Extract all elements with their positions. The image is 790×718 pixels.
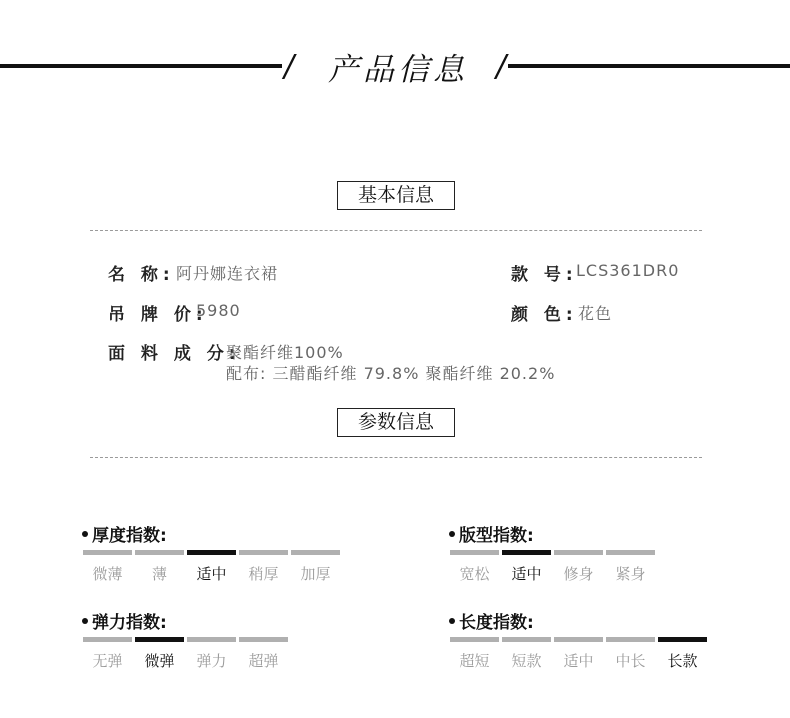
header-slash-left: /	[284, 49, 295, 84]
fit-option-label: 宽松	[459, 565, 490, 583]
length-title: 长度指数:	[449, 608, 534, 633]
length-scale-segment	[658, 637, 707, 642]
elasticity-scale-segment	[135, 637, 184, 642]
length-option-label: 中长	[615, 652, 646, 670]
thickness-scale-segment	[239, 550, 288, 555]
basic-info-heading: 基本信息	[337, 181, 455, 210]
thickness-scale-segment	[135, 550, 184, 555]
elasticity-option-label: 微弹	[144, 652, 175, 670]
fit-option-label: 紧身	[615, 565, 646, 583]
length-option-label: 适中	[563, 652, 594, 670]
length-scale-segment	[450, 637, 499, 642]
color-label: 颜 色:	[511, 305, 578, 325]
bullet-icon	[82, 531, 88, 537]
fit-option-label: 修身	[563, 565, 594, 583]
length-scale-segment	[502, 637, 551, 642]
fabric-lining-value: 配布: 三醋酯纤维 79.8% 聚酯纤维 20.2%	[226, 364, 556, 383]
thickness-title: 厚度指数:	[82, 521, 167, 546]
name-value: 阿丹娜连衣裙	[176, 264, 279, 283]
fabric-value: 聚酯纤维100%	[226, 343, 344, 362]
thickness-option-label: 稍厚	[248, 565, 279, 583]
fit-title: 版型指数:	[449, 521, 534, 546]
elasticity-title: 弹力指数:	[82, 608, 167, 633]
page-title: 产品信息	[328, 52, 468, 88]
params-heading: 参数信息	[337, 408, 455, 437]
bullet-icon	[449, 531, 455, 537]
fit-scale-segment	[606, 550, 655, 555]
elasticity-scale-segment	[187, 637, 236, 642]
header-slash-right: /	[496, 49, 507, 84]
length-option-label: 长款	[667, 652, 698, 670]
price-value: 5980	[196, 301, 241, 320]
elasticity-scale	[83, 637, 293, 677]
thickness-scale	[83, 550, 343, 590]
length-option-label: 短款	[511, 652, 542, 670]
thickness-option-label: 加厚	[300, 565, 331, 583]
bullet-icon	[82, 618, 88, 624]
style-no-label: 款 号:	[511, 265, 578, 285]
fit-scale-segment	[554, 550, 603, 555]
style-no-value: LCS361DR0	[576, 261, 680, 280]
bullet-icon	[449, 618, 455, 624]
length-option-label: 超短	[459, 652, 490, 670]
name-label: 名 称:	[108, 265, 175, 285]
thickness-option-label: 微薄	[92, 565, 123, 583]
thickness-scale-segment	[291, 550, 340, 555]
thickness-option-label: 薄	[151, 565, 167, 583]
params-divider	[90, 457, 702, 458]
elasticity-scale-segment	[239, 637, 288, 642]
length-scale	[450, 637, 710, 677]
thickness-option-label: 适中	[196, 565, 227, 583]
fabric-label: 面 料 成 分:	[108, 344, 241, 364]
elasticity-option-label: 无弹	[92, 652, 123, 670]
fit-scale-segment	[450, 550, 499, 555]
fit-scale-segment	[502, 550, 551, 555]
price-label: 吊 牌 价:	[108, 305, 208, 325]
thickness-scale-segment	[187, 550, 236, 555]
length-scale-segment	[554, 637, 603, 642]
length-scale-segment	[606, 637, 655, 642]
elasticity-option-label: 弹力	[196, 652, 227, 670]
fit-scale	[450, 550, 660, 590]
elasticity-option-label: 超弹	[248, 652, 279, 670]
header-line-left	[0, 64, 282, 68]
thickness-scale-segment	[83, 550, 132, 555]
header-line-right	[508, 64, 790, 68]
elasticity-scale-segment	[83, 637, 132, 642]
basic-info-divider	[90, 230, 702, 231]
fit-option-label: 适中	[511, 565, 542, 583]
color-value: 花色	[578, 304, 613, 323]
